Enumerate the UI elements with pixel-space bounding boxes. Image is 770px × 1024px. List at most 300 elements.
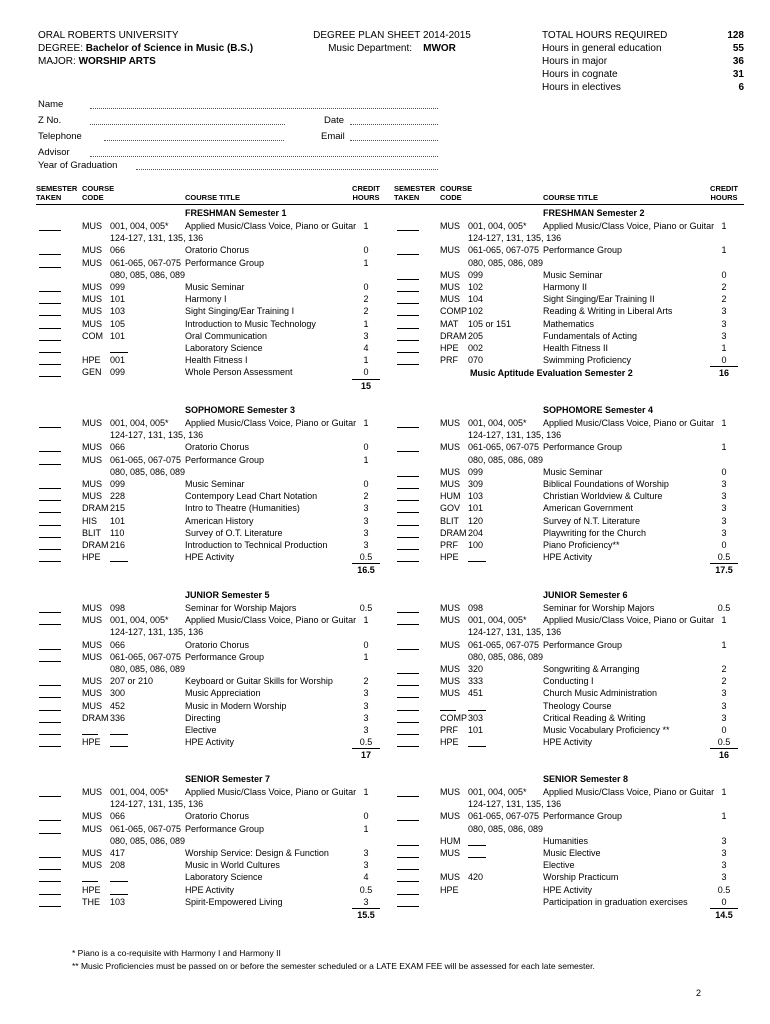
credit-hours: 3 [721, 479, 727, 489]
course-number: 124-127, 131, 135, 136 [468, 430, 562, 441]
course-title: Elective [543, 860, 575, 871]
course-title: Music Appreciation [185, 688, 261, 699]
dept-blank[interactable] [440, 710, 456, 711]
taken-checkbox[interactable] [39, 451, 61, 452]
taken-checkbox[interactable] [397, 746, 419, 747]
course-number: 061-065, 067-075 [468, 811, 540, 822]
col-code-label: CODE [440, 193, 462, 202]
credit-hours: 1 [363, 651, 369, 662]
course-number: 061-065, 067-075 [468, 245, 540, 256]
taken-checkbox[interactable] [39, 364, 61, 365]
course-title: HPE Activity [543, 552, 593, 563]
course-dept: COMP [440, 712, 467, 723]
course-number: 066 [110, 811, 126, 822]
taken-checkbox[interactable] [397, 710, 419, 711]
course-dept: MUS [82, 860, 102, 871]
course-number-blank[interactable] [468, 845, 486, 846]
taken-checkbox[interactable] [397, 328, 419, 329]
course-number-blank[interactable] [110, 881, 128, 882]
course-number: 061-065, 067-075 [110, 651, 182, 662]
course-number: 320 [468, 664, 484, 674]
course-number: 061-065, 067-075 [468, 442, 540, 453]
taken-checkbox[interactable] [397, 649, 419, 650]
course-dept: MUS [440, 245, 460, 256]
taken-checkbox[interactable] [397, 549, 419, 550]
course-number-blank[interactable] [110, 894, 128, 895]
course-number-blank[interactable] [468, 857, 486, 858]
zno-field[interactable] [90, 124, 285, 125]
course-title: Oral Communication [185, 330, 268, 341]
taken-checkbox[interactable] [39, 722, 61, 723]
course-number: 105 [110, 318, 126, 329]
taken-checkbox[interactable] [397, 500, 419, 501]
credit-hours: 2 [721, 664, 727, 674]
credit-hours: 0.5 [717, 737, 731, 748]
credit-hours: 0.5 [717, 603, 731, 613]
course-number: 080, 085, 086, 089 [110, 466, 186, 477]
credit-hours: 1 [363, 418, 369, 428]
taken-checkbox[interactable] [39, 328, 61, 329]
taken-checkbox[interactable] [397, 427, 419, 428]
taken-checkbox[interactable] [39, 464, 61, 465]
credit-hours: 3 [721, 491, 727, 502]
taken-checkbox[interactable] [397, 894, 419, 895]
taken-checkbox[interactable] [397, 279, 419, 280]
taken-checkbox[interactable] [397, 624, 419, 625]
credit-hours: 3 [363, 725, 369, 735]
taken-checkbox[interactable] [39, 734, 61, 735]
course-dept: MUS [440, 688, 460, 699]
col-course-left [82, 184, 114, 202]
course-number: 080, 085, 086, 089 [468, 651, 544, 662]
semester-title: JUNIOR Semester 5 [185, 590, 270, 600]
course-title: Performance Group [543, 245, 623, 256]
taken-checkbox[interactable] [39, 488, 61, 489]
credit-hours: 0 [721, 269, 727, 280]
course-dept: MUS [440, 872, 460, 883]
course-number: 124-127, 131, 135, 136 [110, 627, 204, 638]
course-number: 205 [468, 330, 484, 341]
course-number: 099 [468, 269, 484, 280]
course-number-blank[interactable] [110, 746, 128, 747]
taken-checkbox[interactable] [397, 820, 419, 821]
course-number: 070 [468, 355, 484, 366]
taken-checkbox[interactable] [397, 881, 419, 882]
course-number: 124-127, 131, 135, 136 [110, 233, 204, 244]
taken-checkbox[interactable] [397, 352, 419, 353]
dept-blank[interactable] [82, 734, 98, 735]
course-number-blank[interactable] [110, 561, 128, 562]
taken-checkbox[interactable] [397, 673, 419, 674]
course-dept: HPE [82, 737, 101, 748]
course-title: HPE Activity [543, 737, 593, 748]
col-title-left: COURSE TITLE [185, 193, 241, 202]
course-title: Worship Practicum [543, 872, 619, 883]
taken-checkbox[interactable] [39, 685, 61, 686]
course-title: Sight Singing/Ear Training I [185, 306, 295, 317]
credit-hours: 3 [363, 540, 369, 550]
taken-checkbox[interactable] [39, 796, 61, 797]
taken-checkbox[interactable] [397, 561, 419, 562]
semester-total-right: 16 [718, 750, 729, 761]
course-title: Introduction to Technical Production [185, 540, 328, 550]
course-title: HPE Activity [185, 884, 235, 895]
course-dept: HIS [82, 515, 98, 526]
taken-checkbox[interactable] [39, 820, 61, 821]
course-number: 002 [468, 343, 484, 353]
taken-checkbox[interactable] [39, 291, 61, 292]
taken-checkbox[interactable] [397, 525, 419, 526]
course-title: Applied Music/Class Voice, Piano or Guitar [185, 787, 357, 797]
course-number: 001, 004, 005* [110, 418, 169, 428]
course-dept: MUS [82, 603, 102, 613]
course-title: Performance Group [543, 811, 623, 822]
course-dept: HPE [82, 355, 101, 366]
credit-hours: 1 [721, 245, 727, 256]
taken-checkbox[interactable] [397, 230, 419, 231]
taken-checkbox[interactable] [39, 230, 61, 231]
taken-checkbox[interactable] [39, 512, 61, 513]
credit-hours: 2 [363, 491, 369, 502]
course-number: 066 [110, 639, 126, 650]
course-title: Applied Music/Class Voice, Piano or Guitar [543, 787, 715, 797]
course-dept: HPE [440, 737, 459, 748]
course-number: 103 [110, 896, 126, 907]
course-dept: HUM [440, 491, 461, 502]
date-field[interactable] [350, 124, 438, 125]
course-number: 061-065, 067-075 [110, 257, 182, 268]
taken-checkbox[interactable] [39, 649, 61, 650]
taken-checkbox[interactable] [397, 488, 419, 489]
course-title: Playwriting for the Church [543, 527, 647, 538]
name-label: Name [38, 99, 64, 110]
hours-label: TOTAL HOURS REQUIRED [542, 30, 668, 41]
course-number: 124-127, 131, 135, 136 [110, 430, 204, 441]
year-field[interactable] [136, 169, 438, 170]
taken-checkbox[interactable] [397, 869, 419, 870]
course-title: Conducting I [543, 676, 594, 687]
col-semester-right [394, 184, 435, 202]
course-number: 101 [110, 294, 126, 305]
credit-hours: 0 [363, 282, 369, 292]
course-number: 420 [468, 872, 484, 883]
course-title: Worship Service: Design & Function [185, 848, 329, 858]
semester-total-left: 15.5 [357, 910, 375, 920]
credit-hours: 0.5 [359, 603, 373, 613]
taken-checkbox[interactable] [39, 661, 61, 662]
course-title: Music Seminar [543, 269, 603, 280]
course-dept: COM [82, 330, 103, 341]
course-title: Church Music Administration [543, 688, 658, 699]
hours-row [542, 42, 744, 55]
course-dept: MUS [82, 811, 102, 822]
course-dept: MUS [82, 479, 102, 489]
credit-hours: 1 [363, 454, 369, 465]
taken-checkbox[interactable] [39, 894, 61, 895]
course-title: Mathematics [543, 318, 595, 329]
course-title: Seminar for Worship Majors [185, 603, 297, 613]
taken-checkbox[interactable] [397, 537, 419, 538]
page-number: 2 [696, 988, 702, 998]
semester-total-right: 14.5 [715, 910, 733, 920]
course-title: Oratorio Chorus [185, 442, 250, 453]
course-title: Humanities [543, 835, 589, 846]
course-number: 061-065, 067-075 [468, 639, 540, 650]
course-dept: MUS [440, 811, 460, 822]
course-dept: MUS [82, 639, 102, 650]
dept-blank[interactable] [82, 881, 98, 882]
semester-title: FRESHMAN Semester 2 [543, 208, 645, 218]
course-number: 204 [468, 527, 484, 538]
taken-checkbox[interactable] [397, 291, 419, 292]
col-credit-right [704, 184, 744, 202]
course-dept: MUS [440, 676, 460, 687]
course-title: Songwriting & Arranging [543, 664, 640, 674]
taken-checkbox[interactable] [39, 857, 61, 858]
credit-hours: 0.5 [359, 884, 373, 895]
course-dept: PRF [440, 725, 458, 735]
taken-checkbox[interactable] [39, 254, 61, 255]
col-code-label: CODE [82, 193, 104, 202]
course-dept: MAT [440, 318, 459, 329]
col-taken-label: TAKEN [36, 193, 62, 202]
course-dept: DRAM [82, 712, 109, 723]
hours-row [542, 29, 744, 42]
course-dept: PRF [440, 355, 458, 366]
taken-checkbox[interactable] [39, 352, 61, 353]
course-dept: MUS [440, 221, 460, 231]
advisor-field[interactable] [90, 156, 438, 157]
course-dept: MUS [82, 651, 102, 662]
taken-checkbox[interactable] [39, 710, 61, 711]
course-dept: MUS [440, 848, 460, 858]
semester-title: SOPHOMORE Semester 3 [185, 405, 296, 415]
taken-checkbox[interactable] [397, 476, 419, 477]
course-dept: HPE [440, 343, 459, 353]
taken-checkbox[interactable] [397, 857, 419, 858]
course-title: Oratorio Chorus [185, 811, 250, 822]
credit-hours: 0 [363, 245, 369, 256]
plan-sheet-title: DEGREE PLAN SHEET 2014-2015 [313, 30, 471, 41]
department-line: Music Department: MWOR [328, 43, 456, 54]
taken-checkbox[interactable] [397, 906, 419, 907]
course-number: 103 [110, 306, 126, 317]
telephone-field[interactable] [104, 140, 284, 141]
credit-hours: 3 [363, 515, 369, 526]
course-number-blank[interactable] [468, 746, 486, 747]
course-title: Performance Group [543, 639, 623, 650]
course-dept: BLIT [82, 527, 102, 538]
credit-hours: 3 [721, 712, 727, 723]
credit-hours: 3 [721, 515, 727, 526]
email-label: Email [321, 131, 345, 142]
course-title: Applied Music/Class Voice, Piano or Guitar [185, 418, 357, 428]
taken-checkbox[interactable] [39, 340, 61, 341]
credit-hours: 1 [363, 615, 369, 626]
taken-checkbox[interactable] [397, 254, 419, 255]
course-title: Keyboard or Guitar Skills for Worship [185, 676, 333, 687]
taken-checkbox[interactable] [397, 697, 419, 698]
course-number: 451 [468, 688, 484, 699]
taken-checkbox[interactable] [397, 303, 419, 304]
course-dept: MUS [82, 306, 102, 317]
course-title: Music Elective [543, 848, 601, 858]
semester-total-right: 17.5 [715, 565, 733, 576]
credit-hours: 4 [363, 872, 369, 883]
course-title: Directing [185, 712, 221, 723]
course-number: 336 [110, 712, 126, 723]
taken-checkbox[interactable] [39, 427, 61, 428]
email-field[interactable] [350, 140, 438, 141]
course-dept: MUS [440, 664, 460, 674]
taken-checkbox[interactable] [397, 315, 419, 316]
taken-checkbox[interactable] [397, 612, 419, 613]
taken-checkbox[interactable] [39, 537, 61, 538]
credit-hours: 3 [363, 712, 369, 723]
footnote-2: ** Music Proficiencies must be passed on or before the semester scheduled or a LATE EXAM FEE will be assessed for each late semester. [72, 961, 595, 971]
course-number-blank[interactable] [468, 710, 486, 711]
name-field[interactable] [90, 108, 438, 109]
credit-hours: 1 [363, 823, 369, 834]
course-number: 110 [110, 527, 125, 538]
course-dept: MUS [82, 454, 102, 465]
date-label: Date [324, 115, 345, 126]
credit-hours: 1 [721, 639, 727, 650]
taken-checkbox[interactable] [39, 746, 61, 747]
course-dept: MUS [82, 491, 102, 502]
taken-checkbox[interactable] [397, 340, 419, 341]
hours-label: Hours in cognate [542, 69, 618, 80]
col-title-right: COURSE TITLE [543, 193, 599, 202]
course-title: Seminar for Worship Majors [543, 603, 655, 613]
course-dept: MUS [440, 639, 460, 650]
course-number: 215 [110, 503, 126, 514]
credit-hours: 2 [363, 676, 369, 687]
taken-checkbox[interactable] [39, 881, 61, 882]
taken-checkbox[interactable] [39, 869, 61, 870]
taken-checkbox[interactable] [39, 267, 61, 268]
course-dept: DRAM [82, 540, 109, 550]
course-number-blank[interactable] [468, 561, 486, 562]
taken-checkbox[interactable] [39, 561, 61, 562]
hours-value: 36 [732, 56, 744, 67]
credit-hours: 3 [721, 860, 727, 871]
course-number: 001, 004, 005* [468, 221, 527, 231]
taken-checkbox[interactable] [39, 697, 61, 698]
col-credit-label: CREDIT [352, 184, 380, 193]
course-number: 080, 085, 086, 089 [468, 257, 544, 268]
taken-checkbox[interactable] [397, 364, 419, 365]
taken-checkbox[interactable] [397, 685, 419, 686]
course-number: 303 [468, 712, 484, 723]
course-number: 103 [468, 491, 484, 502]
course-title: Oratorio Chorus [185, 639, 250, 650]
taken-checkbox[interactable] [39, 500, 61, 501]
course-number: 124-127, 131, 135, 136 [468, 627, 562, 638]
taken-checkbox[interactable] [39, 525, 61, 526]
taken-checkbox[interactable] [39, 376, 61, 377]
course-number: 452 [110, 700, 126, 711]
course-dept: HPE [82, 884, 101, 895]
taken-checkbox[interactable] [397, 512, 419, 513]
taken-checkbox[interactable] [39, 549, 61, 550]
course-dept: PRF [440, 540, 458, 550]
course-title: Applied Music/Class Voice, Piano or Guitar [185, 221, 357, 231]
credit-hours: 0 [363, 442, 369, 453]
course-title: Biblical Foundations of Worship [543, 479, 669, 489]
course-title: Applied Music/Class Voice, Piano or Guitar [543, 418, 715, 428]
course-number: 001, 004, 005* [468, 787, 527, 797]
credit-hours: 3 [721, 848, 727, 858]
taken-checkbox[interactable] [397, 734, 419, 735]
course-number: 102 [468, 282, 484, 292]
col-semester-label: SEMESTER [394, 184, 436, 193]
course-title: Laboratory Science [185, 343, 263, 353]
course-title: Sight Singing/Ear Training II [543, 294, 655, 305]
credit-hours: 2 [721, 676, 727, 687]
hours-value: 6 [738, 82, 744, 93]
taken-checkbox[interactable] [39, 833, 61, 834]
taken-checkbox[interactable] [397, 451, 419, 452]
course-number: 001, 004, 005* [110, 615, 169, 626]
course-dept: MUS [82, 676, 102, 687]
credit-hours: 1 [363, 257, 369, 268]
course-title: Critical Reading & Writing [543, 712, 646, 723]
course-number: 101 [468, 503, 484, 514]
hours-value: 128 [727, 30, 744, 41]
taken-checkbox[interactable] [39, 624, 61, 625]
col-taken-label: TAKEN [394, 193, 420, 202]
taken-checkbox[interactable] [397, 722, 419, 723]
course-number: 001, 004, 005* [468, 418, 527, 428]
course-title: Music Seminar [185, 479, 245, 489]
taken-checkbox[interactable] [397, 845, 419, 846]
header-center [292, 29, 492, 55]
semester-title: SENIOR Semester 8 [543, 774, 629, 784]
taken-checkbox[interactable] [397, 796, 419, 797]
credit-hours: 1 [721, 811, 727, 822]
course-number: 080, 085, 086, 089 [110, 664, 186, 674]
course-number: 080, 085, 086, 089 [110, 835, 186, 846]
course-title: Survey of N.T. Literature [543, 515, 641, 526]
course-number: 099 [110, 282, 126, 292]
course-title: HPE Activity [185, 737, 235, 748]
credit-hours: 3 [363, 503, 369, 514]
course-dept: MUS [440, 269, 460, 280]
credit-hours: 0.5 [717, 884, 731, 895]
course-number-blank[interactable] [110, 734, 128, 735]
course-number: 216 [110, 540, 126, 550]
taken-checkbox[interactable] [39, 303, 61, 304]
credit-hours: 3 [721, 872, 727, 883]
taken-checkbox[interactable] [39, 315, 61, 316]
credit-hours: 3 [363, 700, 369, 711]
taken-checkbox[interactable] [39, 906, 61, 907]
credit-hours: 0 [363, 811, 369, 822]
taken-checkbox[interactable] [39, 612, 61, 613]
course-number: 066 [110, 442, 126, 453]
hours-label: Hours in general education [542, 43, 662, 54]
course-dept: HPE [82, 552, 101, 563]
course-title: Contempory Lead Chart Notation [185, 491, 318, 502]
course-number: 104 [468, 294, 484, 305]
credit-hours: 3 [721, 835, 727, 846]
credit-hours: 3 [721, 306, 727, 317]
course-dept: MUS [82, 282, 102, 292]
course-number-blank[interactable] [110, 352, 128, 353]
course-number: 001, 004, 005* [468, 615, 527, 626]
credit-hours: 3 [721, 318, 727, 329]
